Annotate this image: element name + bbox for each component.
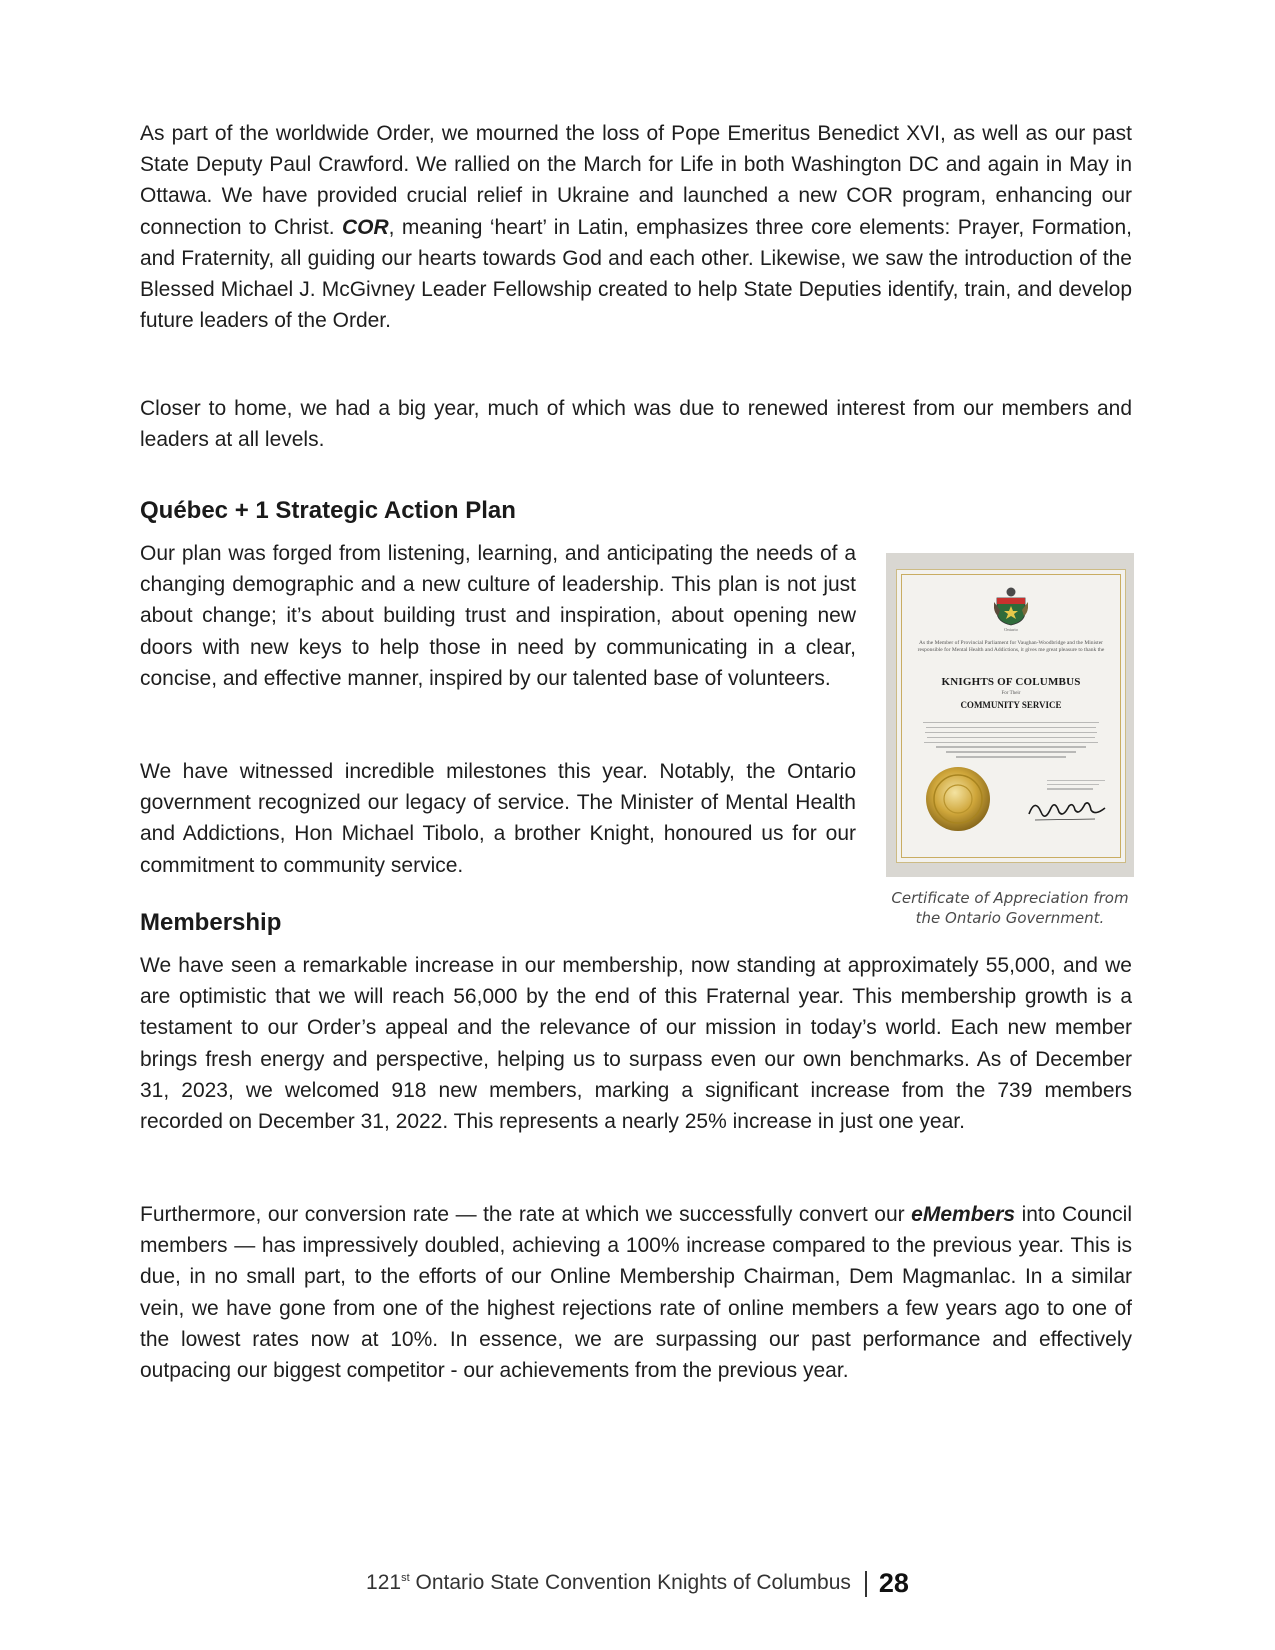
membership-heading: Membership [140,909,282,936]
signature-mark [1025,792,1109,826]
strategic-plan-heading: Québec + 1 Strategic Action Plan [140,497,516,524]
membership-paragraph-2-rest: into Council members — has impressively doubled, achieving a 100% increase compared to the previous year. This is due, in no small part, to the efforts of our Online Membership Chairman, Dem Magmanlac. In a similar vein, we have gone from one of the highest rejections rate of online members a few years ago to one of the lowest rates now at 10%. In essence, we are surpassing our past performance and effectively outpacing our biggest competitor - our achievements from the previous year. [140,1203,1133,1383]
membership-paragraph-2-text: Furthermore, our conversion rate — the rate at which we successfully convert our [140,1203,912,1226]
footer-separator [865,1571,867,1597]
signature-date-block [1047,780,1105,793]
certificate [896,569,1126,863]
membership-paragraph-2 [140,1199,1132,1386]
certificate-intro: As the Member of Provincial Parliament for Vaughan-Woodbridge and the Minister responsible for Mental Health and Addictions, it gives me great pleasure to thank the [917,640,1105,653]
certificate-body-text [923,722,1099,761]
emembers-emphasis: eMembers [911,1203,1016,1226]
crest-caption: Ontario [1004,627,1018,632]
strategic-paragraph-2: We have witnessed incredible milestones this year. Notably, the Ontario government recognized our legacy of service. The Minister of Mental Health and Addictions, Hon Michael Tibolo, a brother Knight, honoured us for our commitment to community service. [140,760,856,877]
certificate-for-label: For Their [1001,691,1021,696]
cor-emphasis: COR [342,215,389,239]
membership-paragraph-1: We have seen a remarkable increase in our membership, now standing at approximately 55,000, and we are optimistic that we will reach 56,000 by the end of this Fraternal year. This membership growth is a testament to our Order’s appeal and the relevance of our mission in today’s world. Each new member brings fresh energy and perspective, helping us to surpass even our own benchmarks. As of December 31, 2023, we welcomed 918 new members, marking a significant increase from the 739 members recorded on December 31, 2022. This represents a nearly 25% increase in just one year. [140,954,1132,1134]
figure-caption: Certificate of Appreciation from the Ontario Government. [891,889,1129,927]
certificate-photo [886,553,1134,877]
footer-ordinal-suffix: st [401,1572,410,1585]
page-number: 28 [878,1568,909,1598]
intro-paragraph-1-rest: , meaning ‘heart’ in Latin, emphasizes three core elements: Prayer, Formation, and Fraternity, all guiding our hearts towards God and each other. Likewise, we saw the introduction of the Blessed Michael J. McGivney Leader Fellowship created to help State Deputies identify, train, and develop future leaders of the Order. [140,215,1133,333]
strategic-paragraph-1: Our plan was forged from listening, learning, and anticipating the needs of a changing demographic and a new culture of leadership. This plan is not just about change; it’s about building trust and inspiration, about opening new doors with new keys to help those in need by communicating in a clear, concise, and effective manner, inspired by our talented base of volunteers. [140,542,856,690]
certificate-organization: KNIGHTS OF COLUMBUS [941,676,1081,688]
intro-paragraph-1-text: As part of the worldwide Order, we mourned the loss of Pope Emeritus Benedict XVI, as well as our past State Deputy Paul Crawford. We rallied on the March for Life in both Washington DC and again in May in Ottawa. We have provided crucial relief in Ukraine and launched a new COR program, enhancing our connection to Christ. [140,122,1132,239]
certificate-award: COMMUNITY SERVICE [960,700,1062,710]
gold-seal-icon [925,766,991,832]
ontario-crest-icon [994,586,1028,626]
intro-paragraph-2: Closer to home, we had a big year, much of which was due to renewed interest from our members and leaders at all levels. [140,397,1132,452]
page-footer [0,1568,1275,1599]
footer-ordinal: 121 [366,1571,402,1595]
intro-paragraph-1 [140,118,1132,336]
footer-title: Ontario State Convention Knights of Columbus [409,1571,851,1595]
